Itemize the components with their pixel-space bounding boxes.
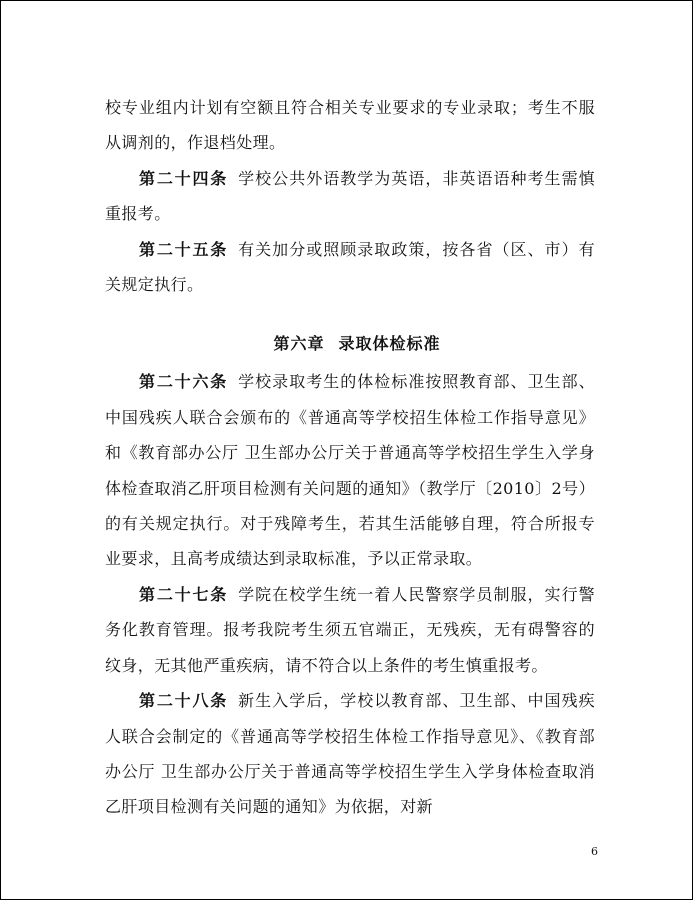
article-27 xyxy=(105,577,595,683)
article-number: 第二十四条 xyxy=(139,168,229,188)
article-text: 有关加分或照顾录取政策，按各省（区、市）有关规定执行。 xyxy=(105,239,595,295)
article-number: 第二十五条 xyxy=(139,239,229,259)
article-text: 学校公共外语教学为英语，非英语语种考生需慎重报考。 xyxy=(105,168,595,224)
article-text: 学院在校学生统一着人民警察学员制服，实行警务化教育管理。报考我院考生须五官端正，无残疾，无有碍警容的纹身，无其他严重疾病，请不符合以上条件的考生慎重报考。 xyxy=(105,584,595,675)
article-number: 第二十六条 xyxy=(139,372,229,392)
chapter-title: 录取体检标准 xyxy=(338,334,441,354)
continuation-paragraph: 校专业组内计划有空额且符合相关专业要求的专业录取；考生不服从调剂的，作退档处理。 xyxy=(105,98,595,153)
article-text: 新生入学后，学校以教育部、卫生部、中国残疾人联合会制定的《普通高等学校招生体检工作指导意见》、《教育部办公厅 卫生部办公厅关于普通高等学校招生学生入学身体检查取消乙肝项目检测有关问题的通知》为依据，对新 xyxy=(105,691,595,817)
article-24 xyxy=(105,161,595,232)
chapter-number: 第六章 xyxy=(273,334,325,354)
article-26 xyxy=(105,364,595,576)
article-28 xyxy=(105,683,595,825)
article-25 xyxy=(105,232,595,303)
article-text: 学校录取考生的体检标准按照教育部、卫生部、中国残疾人联合会颁布的《普通高等学校招生体检工作指导意见》和《教育部办公厅 卫生部办公厅关于普通高等学校招生学生入学身体检查取消乙肝项目检测有关问题的通知》（教学厅〔2010〕2号）的有关规定执行。对于残障考生，若其生活能够自理，符合所报专业要求，且高考成绩达到录取标准，予以正常录取。 xyxy=(105,372,595,569)
page-content xyxy=(105,90,595,825)
page-number: 6 xyxy=(591,845,598,858)
article-number: 第二十八条 xyxy=(139,691,229,711)
article-number: 第二十七条 xyxy=(139,584,229,604)
chapter-heading xyxy=(105,328,595,360)
